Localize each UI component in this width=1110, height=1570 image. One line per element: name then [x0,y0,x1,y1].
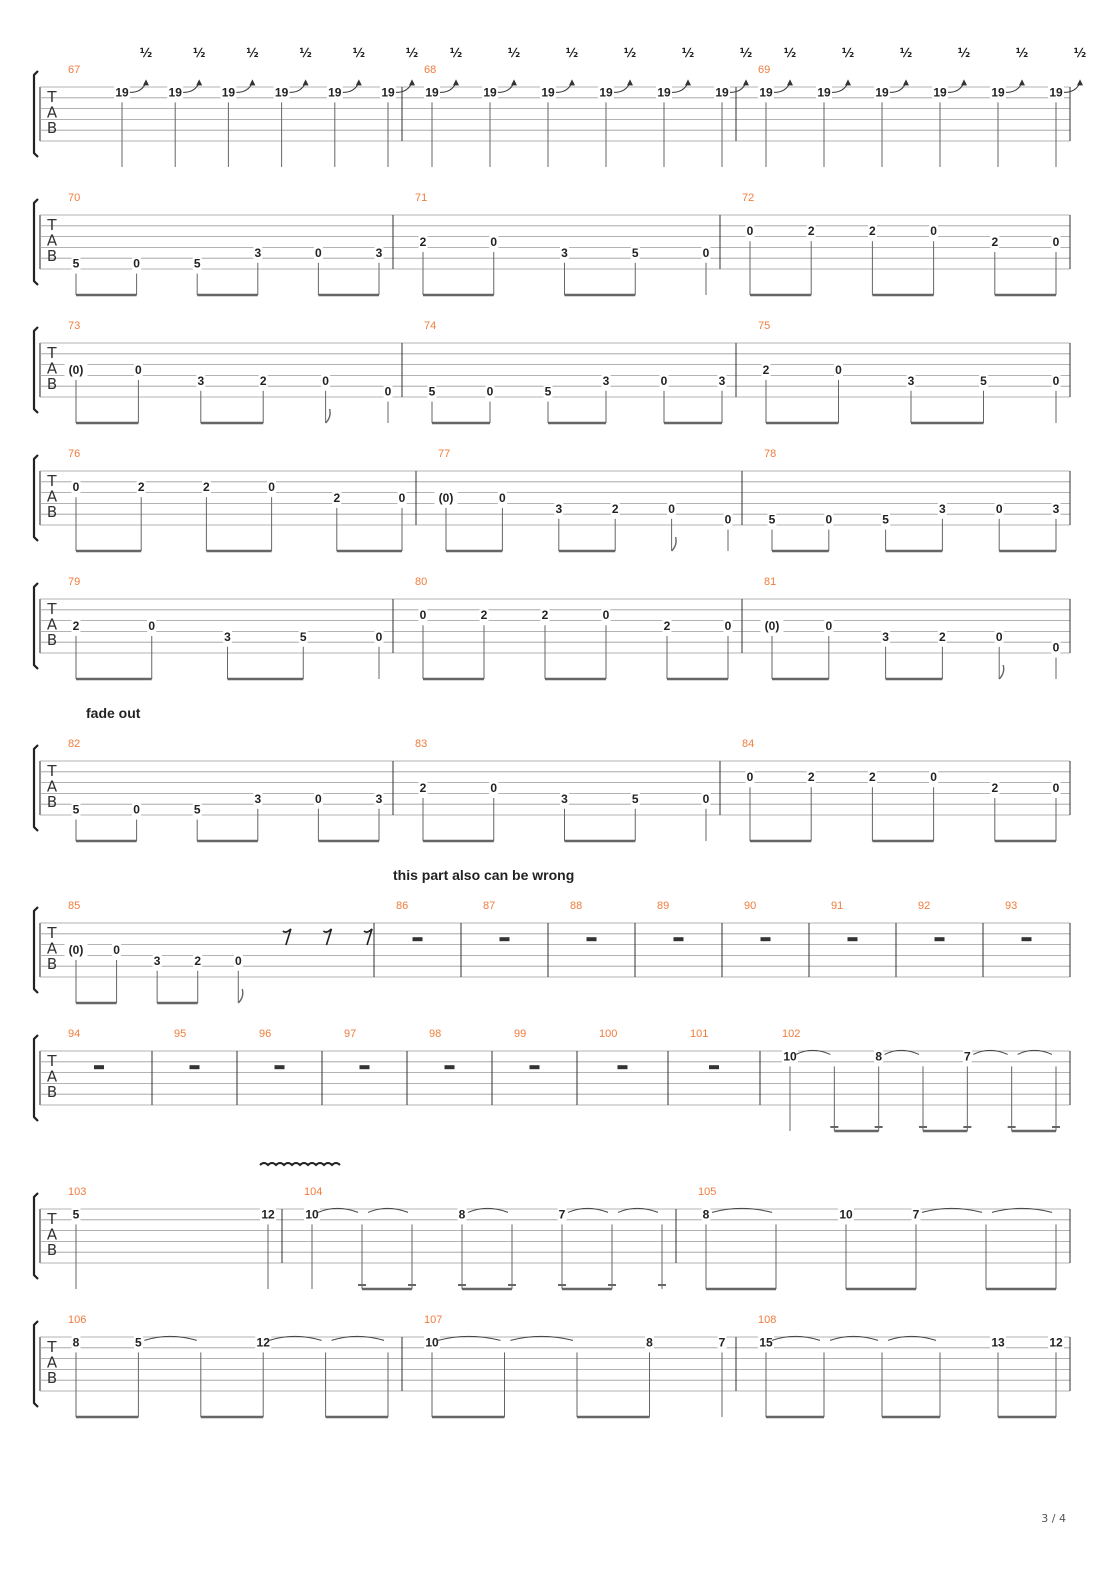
tab-clef-letter: B [46,1241,58,1259]
fret-number: (0) [68,363,84,377]
fret-number: 12 [261,1207,275,1222]
fret-number: 0 [486,384,494,399]
fret-number: 3 [561,791,568,806]
fret-number: 0 [72,480,80,495]
fret-number: 0 [133,256,140,271]
tab-clef-letter: A [46,1353,58,1372]
fret-number: 0 [384,384,392,399]
fade-out-annotation: fade out [86,705,141,721]
fret-number: 19 [991,85,1005,100]
measure-number: 68 [424,64,437,76]
fret-number: 0 [835,363,842,377]
measure-number: 80 [415,576,428,588]
measure-number: 97 [344,1028,357,1040]
fret-number: 2 [939,629,946,644]
note-flag [672,537,677,551]
bend-amount-label: ½ [139,46,153,60]
measure-number: 77 [438,448,451,460]
bend-arrowhead [511,79,517,85]
fret-number: 0 [660,373,668,388]
fret-number: 0 [746,224,754,239]
fret-number: 2 [869,224,876,239]
fret-number: 19 [1049,85,1063,100]
fret-number: 3 [882,629,889,644]
tab-clef-letter: A [46,777,58,796]
fret-number: 5 [193,802,201,817]
whole-rest [190,1065,200,1069]
fret-number: 3 [254,791,262,806]
fret-number: 2 [762,363,770,377]
whole-rest [935,937,945,941]
bend-arrowhead [356,79,362,85]
fret-number: 5 [631,791,639,806]
whole-rest [761,937,771,941]
tab-clef-letter: B [46,1083,58,1101]
measure-number: 89 [657,900,670,912]
measure-number: 74 [424,320,437,332]
fret-number: 7 [558,1207,566,1222]
measure-number: 105 [698,1186,717,1198]
bend-amount-label: ½ [405,46,419,60]
whole-rest [848,937,858,941]
fret-number: 5 [299,629,307,644]
tab-clef-letter: A [46,103,58,122]
fret-number: 0 [133,802,140,817]
bend-arrowhead [961,79,967,85]
fret-number: 0 [995,629,1003,644]
tab-clef-letter: B [46,375,58,393]
page-number: 3 / 4 [1041,1512,1066,1525]
fret-number: 0 [995,501,1003,516]
measure-number: 83 [415,738,428,750]
fret-number: 19 [599,85,613,100]
measure-number: 75 [758,320,771,332]
fret-number: 0 [419,608,427,623]
fret-number: 19 [221,85,236,100]
fret-number: 0 [315,791,322,806]
tab-clef-letter: T [47,216,57,234]
fret-number: 2 [991,235,999,249]
fret-number: 0 [1052,640,1060,655]
fret-number: 2 [663,619,671,633]
system-bracket [34,1035,38,1121]
fret-number: 3 [153,953,161,968]
measure-number: 88 [570,900,583,912]
fret-number: 3 [197,373,205,388]
measure-number: 73 [68,320,81,332]
fret-number: 2 [807,770,815,785]
fret-number: 2 [807,224,815,239]
measure-number: 72 [742,192,755,204]
eighth-rest [323,929,331,945]
fret-number: 0 [724,512,732,527]
bend-arrowhead [249,79,255,85]
measure-number: 100 [599,1028,618,1040]
fret-number: 19 [875,85,889,100]
fret-number: 12 [1049,1335,1063,1350]
bend-arrowhead [569,79,575,85]
fret-number: 19 [541,85,555,100]
bend-arrowhead [143,79,149,85]
tab-clef-letter: A [46,939,58,958]
fret-number: 19 [657,85,671,100]
fret-number: 0 [1052,235,1060,249]
tab-clef-letter: T [47,1338,57,1356]
tab-clef-letter: T [47,1210,57,1228]
fret-number: 2 [419,781,427,795]
measure-number: 96 [259,1028,272,1040]
fret-number: 3 [561,245,568,260]
fret-number: 0 [234,953,242,968]
fret-number: 7 [963,1049,971,1064]
whole-rest [275,1065,285,1069]
note-flag [238,989,243,1003]
bend-arrowhead [1077,79,1083,85]
whole-rest [618,1065,628,1069]
bend-arrowhead [303,79,309,85]
fret-number: 0 [148,619,156,633]
fret-number: 15 [759,1335,773,1350]
measure-number: 78 [764,448,777,460]
bend-arrowhead [409,79,415,85]
bend-amount-label: ½ [565,46,579,60]
tab-clef-letter: T [47,600,57,618]
fret-number: 5 [882,512,889,527]
measure-number: 103 [68,1186,87,1198]
bend-amount-label: ½ [623,46,637,60]
measure-number: 71 [415,192,428,204]
measure-number: 92 [918,900,931,912]
fret-number: 0 [825,619,833,633]
measure-number: 95 [174,1028,187,1040]
fret-number: 0 [930,770,937,785]
tab-clef-letter: A [46,359,58,378]
tab-clef-letter: B [46,793,58,811]
bend-amount-label: ½ [681,46,695,60]
measure-number: 67 [68,64,81,76]
fret-number: 0 [322,373,329,388]
fret-number: 8 [458,1207,466,1222]
fret-number: (0) [764,619,780,633]
fret-number: (0) [438,491,454,505]
fret-number: 2 [869,770,876,785]
fret-number: 2 [203,480,210,495]
bend-amount-label: ½ [449,46,463,60]
fret-number: 19 [115,85,129,100]
tab-clef-letter: B [46,503,58,521]
whole-rest [1022,937,1032,941]
whole-rest [709,1065,719,1069]
fret-number: 5 [72,256,80,271]
whole-rest [360,1065,370,1069]
bend-arrowhead [627,79,633,85]
fret-number: 2 [194,953,202,968]
measure-number: 106 [68,1314,87,1326]
eighth-rest [364,929,372,945]
fret-number: 5 [631,245,639,260]
bend-amount-label: ½ [192,46,206,60]
fret-number: (0) [68,943,84,957]
bend-amount-label: ½ [352,46,366,60]
bend-arrowhead [743,79,749,85]
fret-number: 2 [259,373,267,388]
fret-number: 0 [746,770,754,785]
fret-number: 12 [256,1335,270,1350]
fret-number: 0 [825,512,833,527]
fret-number: 5 [768,512,776,527]
fret-number: 0 [268,480,275,495]
fret-number: 19 [483,85,497,100]
wrong-part-annotation: this part also can be wrong [393,867,575,883]
system-bracket [34,71,38,157]
fret-number: 0 [930,224,937,239]
fret-number: 5 [135,1335,142,1350]
bend-arrowhead [787,79,793,85]
measure-number: 86 [396,900,409,912]
measure-number: 87 [483,900,496,912]
fret-number: 0 [135,363,142,377]
whole-rest [500,937,510,941]
measure-number: 81 [764,576,777,588]
whole-rest [587,937,597,941]
fret-number: 8 [646,1335,653,1350]
fret-number: 19 [715,85,729,100]
measure-number: 99 [514,1028,527,1040]
fret-number: 5 [428,384,436,399]
fret-number: 3 [375,245,383,260]
tab-clef-letter: B [46,119,58,137]
fret-number: 3 [224,629,231,644]
measure-number: 85 [68,900,81,912]
fret-number: 8 [72,1335,80,1350]
note-flag [999,665,1004,679]
fret-number: 0 [702,791,710,806]
system-bracket [34,199,38,285]
tab-clef-letter: A [46,231,58,250]
measure-number: 91 [831,900,844,912]
bend-amount-label: ½ [783,46,797,60]
fret-number: 0 [1052,373,1060,388]
measure-number: 70 [68,192,81,204]
fret-number: 5 [193,256,201,271]
fret-number: 0 [1052,781,1060,795]
bend-arrowhead [685,79,691,85]
system-bracket [34,327,38,413]
tab-clef-letter: T [47,472,57,490]
whole-rest [674,937,684,941]
fret-number: 0 [602,608,610,623]
tab-clef-letter: T [47,88,57,106]
tab-clef-letter: A [46,487,58,506]
fret-number: 3 [254,245,262,260]
tab-clef-letter: T [47,1052,57,1070]
tab-clef-letter: B [46,955,58,973]
fret-number: 3 [1052,501,1060,516]
fret-number: 2 [333,491,341,505]
tab-clef-letter: T [47,924,57,942]
tab-clef-letter: T [47,762,57,780]
fret-number: 19 [933,85,947,100]
measure-number: 90 [744,900,757,912]
fret-number: 3 [602,373,610,388]
whole-rest [445,1065,455,1069]
measure-number: 79 [68,576,81,588]
measure-number: 104 [304,1186,323,1198]
bend-amount-label: ½ [246,46,259,60]
fret-number: 7 [912,1207,920,1222]
fret-number: 8 [702,1207,710,1222]
fret-number: 2 [991,781,999,795]
whole-rest [94,1065,104,1069]
fret-number: 5 [544,384,552,399]
measure-number: 102 [782,1028,801,1040]
fret-number: 0 [668,501,675,516]
fret-number: 3 [939,501,946,516]
measure-number: 84 [742,738,755,750]
measure-number: 94 [68,1028,81,1040]
bend-arrowhead [453,79,459,85]
system-bracket [34,907,38,993]
fret-number: 19 [817,85,831,100]
bend-arrowhead [196,79,202,85]
bend-amount-label: ½ [1073,46,1087,60]
fret-number: 0 [398,491,406,505]
bend-arrowhead [903,79,909,85]
tab-clef-letter: A [46,615,58,634]
fret-number: 19 [168,85,182,100]
measure-number: 98 [429,1028,442,1040]
bend-amount-label: ½ [739,46,753,60]
fret-number: 3 [375,791,383,806]
system-bracket [34,745,38,831]
system-bracket [34,1321,38,1407]
bend-amount-label: ½ [507,46,521,60]
fret-number: 2 [480,608,488,623]
tab-clef-letter: B [46,1369,58,1387]
measure-number: 101 [690,1028,709,1040]
bend-amount-label: ½ [299,46,312,60]
fret-number: 2 [72,619,80,633]
fret-number: 0 [702,245,710,260]
fret-number: 2 [137,480,145,495]
fret-number: 19 [759,85,773,100]
tab-clef-letter: B [46,247,58,265]
system-bracket [34,583,38,669]
fret-number: 5 [980,373,987,388]
fret-number: 0 [490,781,498,795]
fret-number: 13 [991,1335,1005,1350]
bend-amount-label: ½ [841,46,855,60]
fret-number: 2 [611,501,619,516]
fret-number: 8 [875,1049,883,1064]
tab-clef-letter: B [46,631,58,649]
bend-amount-label: ½ [899,46,913,60]
fret-number: 2 [419,235,427,249]
fret-number: 5 [72,1207,80,1222]
fret-number: 2 [541,608,549,623]
fret-number: 10 [305,1207,319,1222]
tab-clef-letter: A [46,1067,58,1086]
tab-clef-letter: T [47,344,57,362]
fret-number: 19 [328,85,342,100]
bend-amount-label: ½ [957,46,971,60]
fret-number: 0 [375,629,383,644]
fret-number: 3 [907,373,915,388]
system-bracket [34,455,38,541]
fret-number: 0 [315,245,322,260]
note-flag [326,409,331,423]
fret-number: 19 [381,85,395,100]
fret-number: 19 [425,85,439,100]
eighth-rest [283,929,291,945]
bend-arrowhead [845,79,851,85]
fret-number: 0 [724,619,732,633]
fret-number: 10 [425,1335,439,1350]
whole-rest [413,937,423,941]
fret-number: 3 [718,373,726,388]
measure-number: 108 [758,1314,777,1326]
fret-number: 5 [72,802,80,817]
measure-number: 76 [68,448,81,460]
fret-number: 0 [499,491,506,505]
fret-number: 10 [839,1207,853,1222]
fret-number: 0 [113,943,120,957]
measure-number: 69 [758,64,771,76]
whole-rest [530,1065,540,1069]
vibrato-mark [260,1163,340,1165]
measure-number: 82 [68,738,81,750]
bend-amount-label: ½ [1015,46,1029,60]
fret-number: 19 [274,85,289,100]
measure-number: 93 [1005,900,1018,912]
fret-number: 3 [555,501,563,516]
fret-number: 0 [490,235,498,249]
measure-number: 107 [424,1314,443,1326]
tab-clef-letter: A [46,1225,58,1244]
fret-number: 7 [718,1335,726,1350]
bend-arrowhead [1019,79,1025,85]
system-bracket [34,1193,38,1279]
fret-number: 10 [783,1049,797,1064]
